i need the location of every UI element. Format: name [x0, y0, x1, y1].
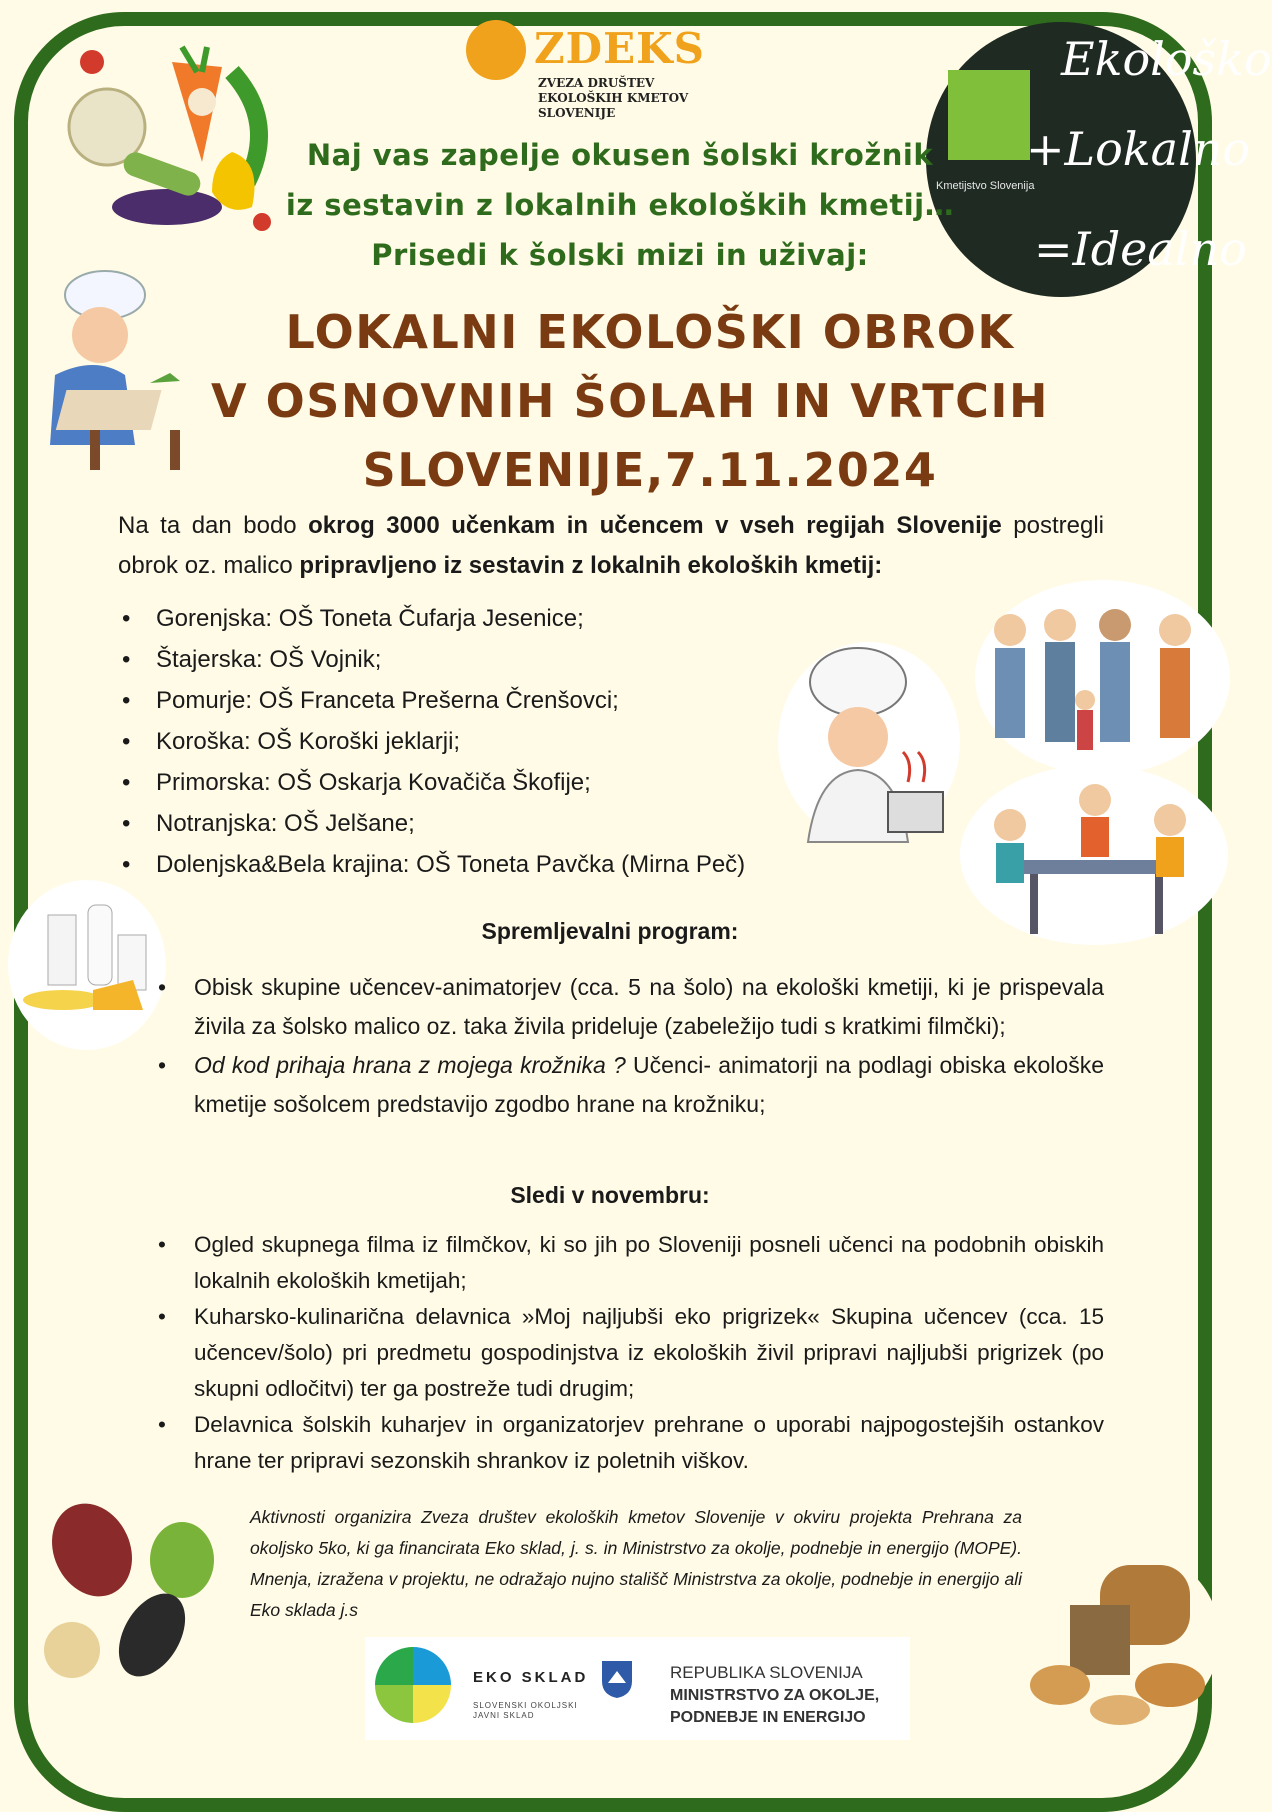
zdeks-logo [466, 20, 726, 120]
kids-eating-illustration [960, 765, 1228, 945]
list-item: • Kuharsko-kulinarična delavnica »Moj najljubši eko prigrizek« Skupina učencev (cca. 15 učencev/šolo) pri predmetu gospodinjstva iz ekoloških živil pripravi najljubši prigrizek (po skupni odločitvi) ter ga postreže tudi drugim; [158, 1299, 1104, 1407]
chef-illustration [778, 642, 960, 842]
list-item: • Primorska: OŠ Oskarja Kovačiča Škofije; [120, 762, 745, 803]
logo-subtitle: ZVEZA DRUŠTEV EKOLOŠKIH KMETOV SLOVENIJE [538, 76, 689, 120]
slovenia-coat-of-arms-icon [600, 1659, 634, 1699]
list-item: • Delavnica šolskih kuharjev in organizatorjev prehrane o uporabi najpogostejših ostankov hrane ter pripravi sezonskih shrankov iz poletnih viškov. [158, 1407, 1104, 1479]
chef-icon [778, 642, 960, 842]
list-item: • Dolenjska&Bela krajina: OŠ Toneta Pavčka (Mirna Peč) [120, 844, 745, 885]
list-item: • Notranjska: OŠ Jelšane; [120, 803, 745, 844]
list-item: • Koroška: OŠ Koroški jeklarji; [120, 721, 745, 762]
tagline-line-3: Prisedi k šolski mizi in uživaj: [371, 238, 869, 272]
slogan-line-1: Ekološko [1061, 32, 1272, 86]
logo-name: ZDEKS [534, 24, 705, 73]
leaf-icon [466, 20, 526, 80]
kids-table-icon [960, 765, 1228, 945]
list-item: • Obisk skupine učencev-animatorjev (cca. 5 na šolo) na ekološki kmetiji, ki je prispevala živila za šolsko malico oz. taka živila prideluje (zabeležijo tudi s kratkimi filmčki); [158, 968, 1104, 1046]
november-list [158, 1227, 1104, 1479]
november-title: Sledi v novembru: [510, 1182, 710, 1208]
dairy-icon [8, 880, 166, 1050]
seeds-icon [32, 1500, 232, 1685]
program-title: Spremljevalni program: [481, 918, 739, 944]
eko-sklad-logo [373, 1645, 453, 1727]
program-list [158, 968, 1104, 1124]
list-item: • Gorenjska: OŠ Toneta Čufarja Jesenice; [120, 598, 745, 639]
headline-line-2: V OSNOVNIH ŠOLAH IN VRTCIH [211, 374, 1049, 428]
farmers-family-illustration [975, 580, 1230, 775]
funding-note: Aktivnosti organizira Zveza društev ekoloških kmetov Slovenije v okviru projekta Prehrana za okoljsko 5ko, ki ga financirata Eko sklad, j. s. in Ministrstvo za okolje, podnebje in energijo (MOPE). Mnenja, izražena v projektu, ne odražajo nujno stališč Ministrstva za okolje, podnebje in energijo ali Eko sklada j.s [250, 1507, 1022, 1620]
bread-illustration [1020, 1545, 1220, 1730]
headline-line-3: SLOVENIJE,7.11.2024 [362, 443, 938, 497]
list-item: • Ogled skupnega filma iz filmčkov, ki so jih po Sloveniji posneli učenci na podobnih obiskih lokalnih ekoloških kmetijah; [158, 1227, 1104, 1299]
dairy-illustration [8, 880, 166, 1050]
schools-list [120, 598, 745, 885]
slogan-line-2: +Lokalno [1026, 122, 1251, 176]
footer-logos [365, 1637, 910, 1740]
farmers-icon [975, 580, 1230, 775]
ministry-line-2: MINISTRSTVO ZA OKOLJE, [670, 1687, 880, 1704]
list-item: • Pomurje: OŠ Franceta Prešerna Črenšovci; [120, 680, 745, 721]
seeds-illustration [32, 1500, 232, 1685]
eko-sklad-subtitle: SLOVENSKI OKOLJSKI JAVNI SKLAD [473, 1701, 578, 1720]
bread-icon [1020, 1545, 1220, 1730]
vegetables-illustration [62, 42, 287, 237]
list-item: • Štajerska: OŠ Vojnik; [120, 639, 745, 680]
tagline-line-2: iz sestavin z lokalnih ekoloških kmetij… [285, 188, 955, 222]
list-item: • Od kod prihaja hrana z mojega krožnika ? Učenci- animatorji na podlagi obiska ekološke kmetije sošolcem predstavijo zgodbo hrane na krožniku; [158, 1046, 1104, 1124]
eko-sklad-name: EKO SKLAD [473, 1669, 589, 1686]
ministry-line-1: REPUBLIKA SLOVENIJA [670, 1663, 863, 1682]
tagline-line-1: Naj vas zapelje okusen šolski krožnik [306, 138, 934, 172]
eco-badge-label: Kmetijstvo Slovenija [936, 180, 1035, 192]
intro-paragraph: Na ta dan bodo okrog 3000 učenkam in učencem v vseh regijah Slovenije postregli obrok oz. malico pripravljeno iz sestavin z lokalnih ekoloških kmetij: [118, 512, 1104, 579]
headline-line-1: LOKALNI EKOLOŠKI OBROK [285, 305, 1015, 359]
slogan-line-3: =Idealno [1034, 222, 1247, 276]
ministry-line-3: PODNEBJE IN ENERGIJO [670, 1709, 866, 1726]
